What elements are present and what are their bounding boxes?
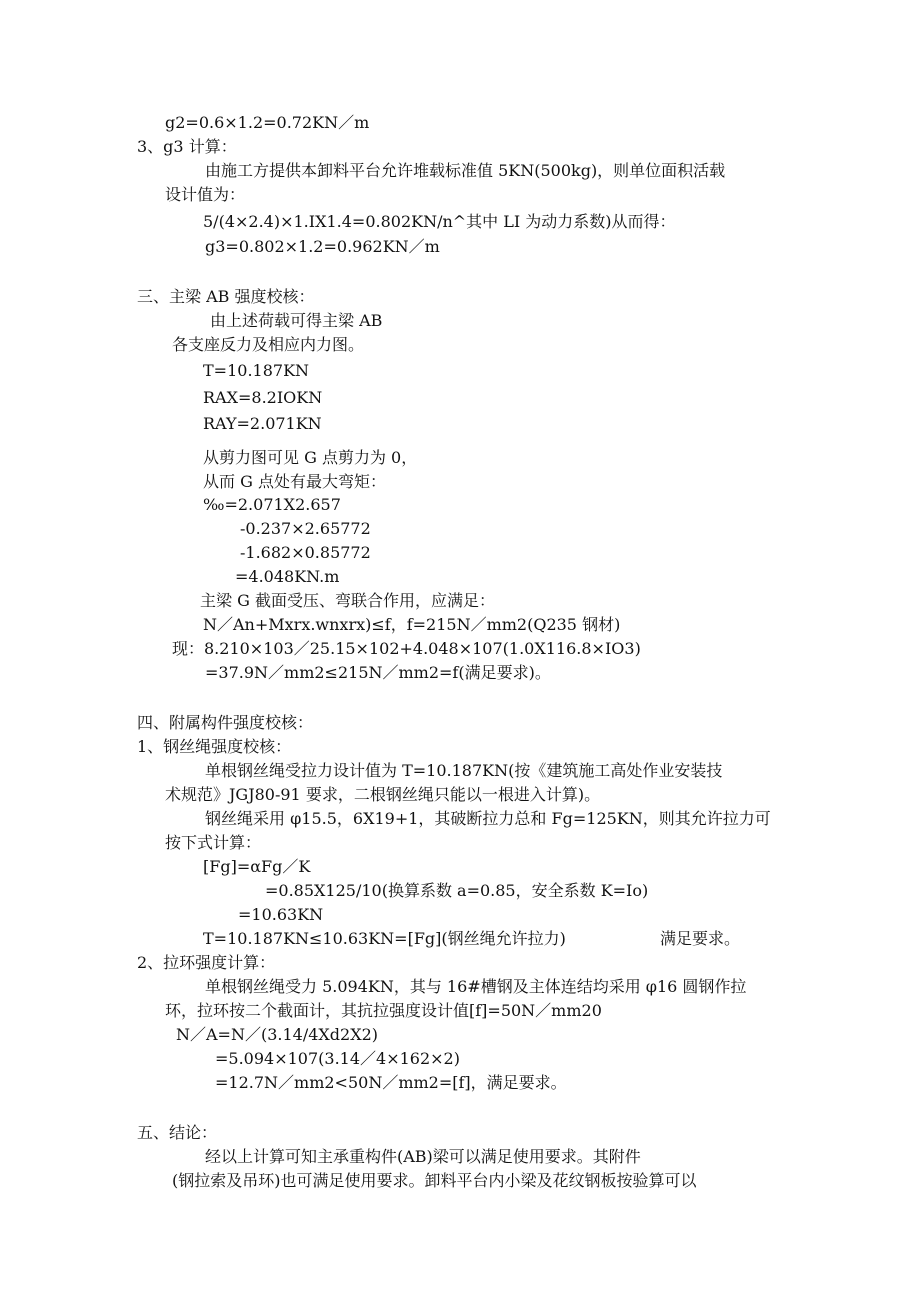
text-line: 5/(4×2.4)×1.IX1.4=0.802KN/n^其中 LI 为动力系数)从而得： (203, 212, 676, 231)
text-line: 满足要求。 (660, 929, 741, 948)
text-line: 五、结论： (137, 1123, 218, 1142)
text-line: -1.682×0.85772 (240, 543, 371, 562)
text-line: 三、主梁 AB 强度校核： (137, 287, 315, 306)
text-line: 3、g3 计算： (137, 137, 237, 156)
text-line: 按下式计算： (165, 833, 262, 852)
text-line: ‰=2.071X2.657 (203, 495, 341, 514)
text-line: =0.85X125/10(换算系数 a=0.85，安全系数 K=Io) (265, 881, 649, 900)
text-line: 经以上计算可知主承重构件(AB)梁可以满足使用要求。其附件 (205, 1147, 641, 1166)
text-line: 各支座反力及相应内力图。 (172, 335, 365, 354)
text-line: -0.237×2.65772 (240, 519, 371, 538)
text-line: T=10.187KN≤10.63KN=[Fg](钢丝绳允许拉力) (203, 929, 566, 948)
text-line: =10.63KN (238, 905, 324, 924)
text-line: =37.9N／mm2≤215N／mm2=f(满足要求)。 (205, 663, 551, 682)
text-line: [Fg]=αFg／K (203, 857, 311, 876)
text-line: 设计值为： (165, 185, 246, 204)
text-line: 四、附属构件强度校核： (137, 713, 314, 732)
text-line: 1、钢丝绳强度校核： (137, 737, 292, 756)
text-line: RAY=2.071KN (203, 414, 322, 433)
text-line: N／A=N／(3.14/4Xd2X2) (176, 1025, 379, 1044)
text-line: g2=0.6×1.2=0.72KN／m (165, 113, 370, 132)
text-line: 环，拉环按二个截面计，其抗拉强度设计值[f]=50N／mm20 (165, 1001, 602, 1020)
text-line: 现：8.210×103／25.15×102+4.048×107(1.0X116.8×IO3) (172, 639, 641, 658)
text-line: =12.7N／mm2<50N／mm2=[f]，满足要求。 (215, 1073, 567, 1092)
text-line: 主梁 G 截面受压、弯联合作用，应满足： (200, 591, 495, 610)
text-line: g3=0.802×1.2=0.962KN／m (205, 237, 440, 256)
text-line: =5.094×107(3.14／4×162×2) (215, 1049, 460, 1068)
text-line: RAX=8.2IOKN (203, 388, 323, 407)
text-line: 由施工方提供本卸料平台允许堆载标准值 5KN(500kg)，则单位面积活载 (205, 161, 726, 180)
text-line: T=10.187KN (203, 361, 310, 380)
text-line: 从剪力图可见 G 点剪力为 0， (203, 448, 418, 467)
text-line: (钢拉索及吊环)也可满足使用要求。卸料平台内小梁及花纹钢板按验算可以 (172, 1171, 697, 1190)
text-line: 由上述荷载可得主梁 AB (210, 311, 383, 330)
text-line: 单根钢丝绳受拉力设计值为 T=10.187KN(按《建筑施工高处作业安装技 (205, 761, 723, 780)
text-line: 钢丝绳采用 φ15.5，6X19+1，其破断拉力总和 Fg=125KN，则其允许拉力可 (205, 809, 771, 828)
text-line: 2、拉环强度计算： (137, 953, 276, 972)
text-line: 从而 G 点处有最大弯矩： (203, 472, 386, 491)
text-line: 术规范》JGJ80-91 要求，二根钢丝绳只能以一根进入计算)。 (165, 785, 601, 804)
text-line: 单根钢丝绳受力 5.094KN，其与 16#槽钢及主体连结均采用 φ16 圆钢作拉 (205, 977, 747, 996)
text-line: N／An+Mxrx.wnxrx)≤f，f=215N／mm2(Q235 钢材) (203, 615, 621, 634)
text-line: =4.048KN.m (235, 567, 340, 586)
